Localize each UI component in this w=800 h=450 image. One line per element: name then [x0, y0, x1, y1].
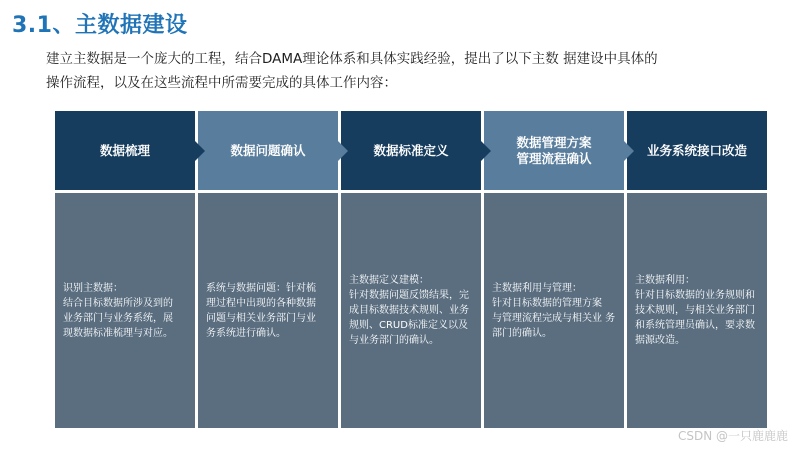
- step-body-1: [55, 193, 195, 428]
- step-header-2: [198, 111, 338, 190]
- page-title: 3.1、主数据建设: [12, 13, 188, 38]
- step-body-text: 识别主数据： 结合目标数据所涉及到的 业务部门与业务系统，展 现数据标准梳理与对应。: [63, 282, 173, 339]
- chevron-right-icon: [195, 141, 205, 161]
- step-header-3: [341, 111, 481, 190]
- chevron-right-icon: [338, 141, 348, 161]
- step-column-3: [341, 111, 481, 428]
- step-body-5: [627, 193, 767, 428]
- step-header-1: [55, 111, 195, 190]
- step-column-2: [198, 111, 338, 428]
- step-header-4: [484, 111, 624, 190]
- step-body-text: 主数据利用： 针对目标数据的业务规则和技术规则，与相关业务部门和系统管理员确认，要求数据源改造。: [635, 275, 755, 346]
- step-body-2: [198, 193, 338, 428]
- intro-line-2: 操作流程，以及在这些流程中所需要完成的具体工作内容：: [46, 75, 397, 91]
- step-column-4: [484, 111, 624, 428]
- intro-paragraph: [46, 47, 746, 95]
- step-body-3: [341, 193, 481, 428]
- step-header-5: [627, 111, 767, 190]
- step-header-label: 数据标准定义: [373, 142, 449, 158]
- intro-line-1: 建立主数据是一个庞大的工程，结合DAMA理论体系和具体实践经验，提出了以下主数 据建设中具体的: [46, 51, 658, 67]
- chevron-right-icon: [481, 141, 491, 161]
- step-header-label: 数据梳理: [99, 142, 150, 158]
- process-table: [55, 111, 768, 428]
- step-column-1: [55, 111, 195, 428]
- step-header-label: 数据问题确认: [230, 142, 306, 158]
- watermark: CSDN @一只鹿鹿鹿: [677, 429, 788, 443]
- step-column-5: [627, 111, 767, 428]
- step-header-label: 业务系统接口改造: [646, 142, 747, 158]
- step-body-4: [484, 193, 624, 428]
- step-body-text: 主数据利用与管理： 针对目标数据的管理方案 与管理流程完成与相关业 务部门的确认。: [492, 282, 616, 339]
- step-header-label: 数据管理方案 管理流程确认: [516, 134, 592, 166]
- chevron-right-icon: [624, 141, 634, 161]
- step-body-text: 主数据定义建模： 针对数据问题反馈结果，完成目标数据技术规则、业务 规则、CRUD标准定义以及 与业务部门的确认。: [349, 275, 469, 346]
- step-body-text: 系统与数据问题：针对梳 理过程中出现的各种数据 问题与相关业务部门与业 务系统进行确认。: [206, 282, 326, 339]
